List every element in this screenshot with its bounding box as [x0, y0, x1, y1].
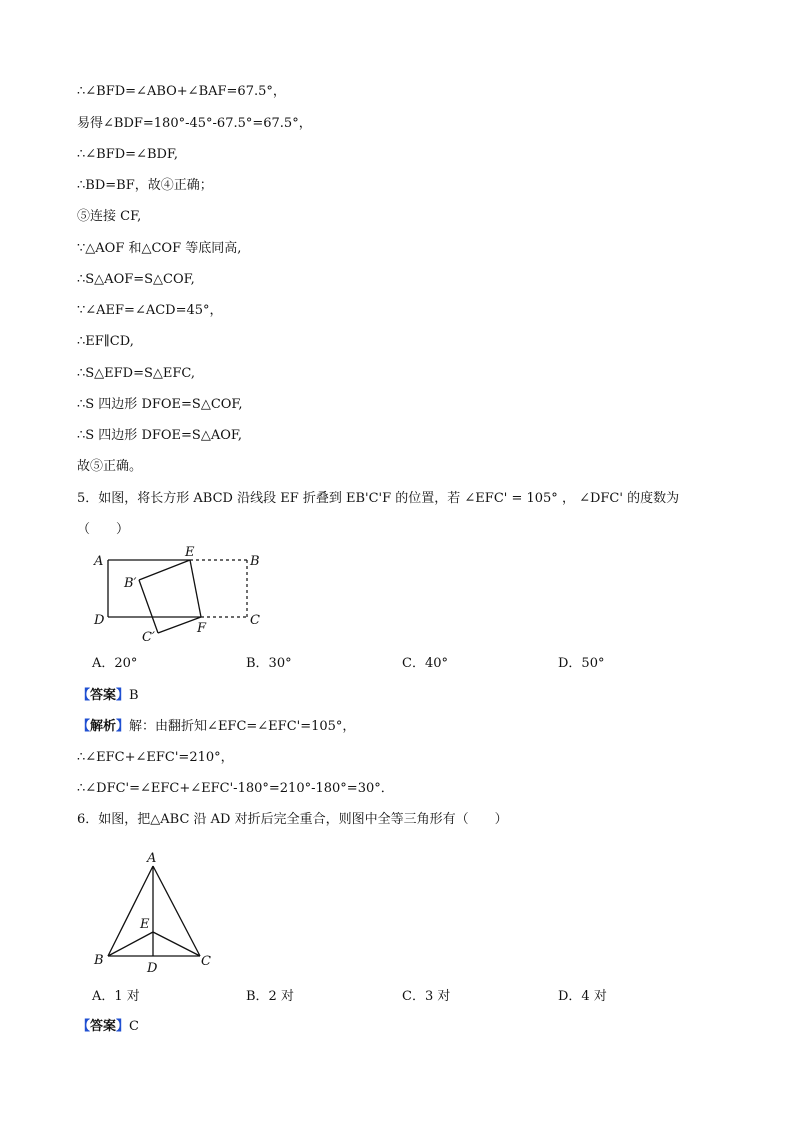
label-A: A — [94, 554, 104, 569]
analysis-line: 【解析】解：由翻折知∠EFC=∠EFC'=105°， — [77, 719, 356, 734]
solution-line: ∵∠AEF=∠ACD=45°， — [77, 303, 223, 318]
solution-line: ⑤连接 CF, — [77, 209, 142, 224]
question-blank: （ ） — [77, 522, 130, 537]
option-d: D．50° — [558, 656, 605, 671]
answer-tag: 答案 — [90, 1019, 117, 1034]
label-E: E — [185, 545, 195, 560]
label-C: C — [201, 954, 211, 969]
answer-value: C — [129, 1019, 139, 1034]
answer-tag: 答案 — [90, 688, 117, 703]
option-b: B．2 对 — [246, 989, 294, 1004]
edge-BE — [108, 932, 153, 956]
option-a: A．20° — [92, 656, 138, 671]
fold-EF — [190, 560, 201, 617]
solution-line: ∴EF∥CD, — [77, 334, 134, 349]
label-A: A — [147, 851, 157, 866]
label-F: F — [197, 621, 207, 636]
label-C-prime: C′ — [142, 630, 155, 645]
q6-figure — [90, 848, 220, 976]
option-a: A．1 对 — [92, 989, 140, 1004]
label-E: E — [140, 917, 150, 932]
edge-EBp — [139, 560, 190, 580]
label-C: C — [250, 613, 260, 628]
edge-AB — [108, 866, 153, 956]
label-D: D — [147, 961, 158, 976]
solution-line: ∴S 四边形 DFOE=S△COF, — [77, 397, 243, 412]
solution-line: ∴BD=BF，故④正确； — [77, 178, 213, 193]
answer-value: B — [129, 688, 139, 703]
analysis-line: ∴∠DFC'=∠EFC+∠EFC'-180°=210°-180°=30°． — [77, 781, 394, 796]
option-c: C．40° — [402, 656, 448, 671]
analysis-tag: 解析 — [90, 719, 117, 734]
analysis-text: 解：由翻折知∠EFC=∠EFC'=105°， — [129, 719, 356, 734]
option-b: B．30° — [246, 656, 292, 671]
solution-line: 易得∠BDF=180°-45°-67.5°=67.5°， — [77, 116, 312, 131]
label-D: D — [94, 613, 105, 628]
answer-line: 【答案】C — [77, 1019, 139, 1034]
solution-line: 故⑤正确。 — [77, 459, 143, 474]
option-c: C．3 对 — [402, 989, 451, 1004]
label-B-prime: B′ — [124, 576, 137, 591]
answer-line: 【答案】B — [77, 688, 139, 703]
question-text: 6．如图，把△ABC 沿 AD 对折后完全重合，则图中全等三角形有（ ） — [77, 812, 508, 827]
label-B: B — [250, 554, 260, 569]
edge-CpF — [158, 617, 201, 633]
question-text: 5．如图，将长方形 ABCD 沿线段 EF 折叠到 EB'C'F 的位置，若 ∠EFC' = 105° ， ∠DFC' 的度数为 — [77, 491, 680, 506]
solution-line: ∵△AOF 和△COF 等底同高, — [77, 241, 242, 256]
edge-AC — [153, 866, 200, 956]
solution-line: ∴S 四边形 DFOE=S△AOF, — [77, 428, 243, 443]
solution-line: ∴S△EFD=S△EFC, — [77, 366, 196, 381]
q5-figure — [90, 545, 270, 645]
analysis-line: ∴∠EFC+∠EFC'=210°， — [77, 750, 234, 765]
solution-line: ∴S△AOF=S△COF, — [77, 272, 195, 287]
option-d: D．4 对 — [558, 989, 607, 1004]
solution-line: ∴∠BFD=∠BDF, — [77, 147, 179, 162]
edge-CE — [153, 932, 200, 956]
solution-line: ∴∠BFD=∠ABO+∠BAF=67.5°， — [77, 84, 286, 99]
label-B: B — [94, 953, 104, 968]
edge-BpCp — [139, 580, 158, 633]
